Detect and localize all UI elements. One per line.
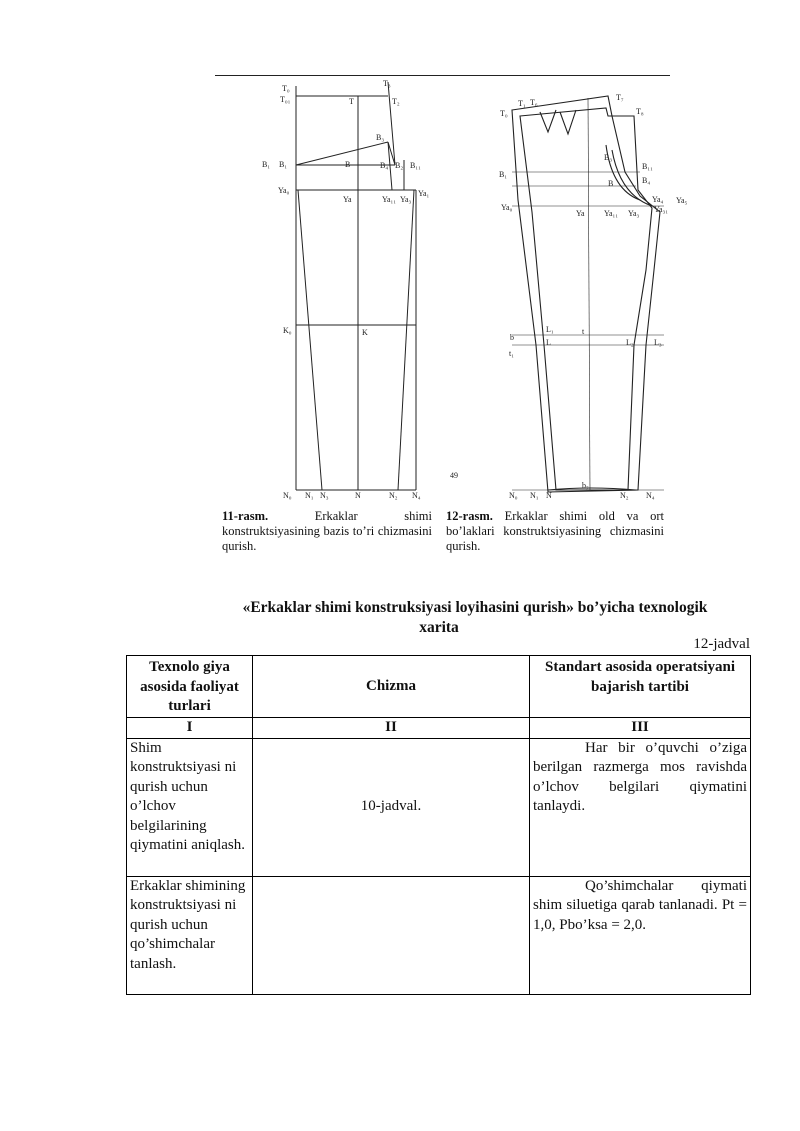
fig12-label: b₇ bbox=[582, 481, 589, 490]
fig11-label: Ya bbox=[343, 195, 352, 204]
fig11-label: N₀ bbox=[283, 491, 292, 500]
table-cell: Har bir o’quvchi o’ziga berilgan razmerga mos ravishda o’lchov belgilari qiymatini tanlaydi. bbox=[530, 738, 751, 876]
fig11-label: B₁ bbox=[279, 160, 288, 169]
fig12-label: Ya₁₁ bbox=[604, 209, 619, 218]
page-heading bbox=[150, 598, 800, 617]
fig11-label: N₁ bbox=[305, 491, 314, 500]
table-cell bbox=[253, 876, 530, 994]
fig11-label: B₁ bbox=[262, 160, 271, 169]
figure-11-drawing bbox=[262, 78, 440, 508]
fig11-label: T₃ bbox=[383, 79, 391, 88]
table-row bbox=[127, 876, 751, 994]
fig11-label: Ya₁ bbox=[418, 189, 430, 198]
fig12-label: L₂ bbox=[626, 338, 634, 347]
heading-line-1: «Erkaklar shimi konstruksiyasi loyihasini qurish» bo’yicha texnologik bbox=[242, 599, 708, 616]
fig12-label: t bbox=[582, 327, 585, 336]
table-cell: 10-jadval. bbox=[253, 738, 530, 876]
fig12-label: Ya₄ bbox=[652, 195, 664, 204]
fig12-label: T₈ bbox=[636, 107, 644, 116]
table-number: 12-jadval bbox=[693, 636, 750, 652]
fig12-label: Ya₅ bbox=[676, 196, 688, 205]
fig12-label: N₀ bbox=[509, 491, 518, 500]
fig12-label: B₃ bbox=[604, 153, 613, 162]
fig11-label: K bbox=[362, 328, 368, 337]
fig11-label: N₄ bbox=[412, 491, 421, 500]
fig12-label: N₂ bbox=[620, 491, 629, 500]
fig12-label: t₁ bbox=[509, 349, 515, 358]
fig12-label: B₁₁ bbox=[642, 162, 653, 171]
fig11-label: N bbox=[355, 491, 361, 500]
fig11-label: T bbox=[349, 97, 354, 106]
fig12-label: L bbox=[546, 338, 551, 347]
fig11-label: Ya₃ bbox=[400, 195, 412, 204]
figure-11-caption bbox=[222, 509, 432, 554]
header-cell: Standart asosida operatsiyani bajarish tartibi bbox=[530, 656, 751, 718]
fig11-label: N₃ bbox=[320, 491, 329, 500]
fig12-label: T₆ bbox=[530, 98, 538, 107]
fig11-label: B₄ bbox=[380, 161, 389, 170]
table-row bbox=[127, 738, 751, 876]
fig11-label: K₀ bbox=[283, 326, 292, 335]
fig12-label: b bbox=[510, 333, 514, 342]
roman-cell: II bbox=[253, 718, 530, 739]
roman-cell: I bbox=[127, 718, 253, 739]
figure-12-drawing bbox=[450, 84, 688, 508]
header-cell: Texnolo giya asosida faoliyat turlari bbox=[127, 656, 253, 718]
table-cell: Shim konstruktsiyasi ni qurish uchun o’lchov belgilarining qiymatini aniqlash. bbox=[127, 738, 253, 876]
fig11-label: Ya₀ bbox=[278, 186, 290, 195]
fig11-label: B₃ bbox=[376, 133, 385, 142]
fig11-label: T₀ bbox=[282, 84, 290, 93]
fig11-label: N₂ bbox=[389, 491, 398, 500]
table-header-row bbox=[127, 656, 751, 718]
fig12-label: N₄ bbox=[646, 491, 655, 500]
fig12-label: B₄ bbox=[642, 176, 651, 185]
table-roman-row bbox=[127, 718, 751, 739]
fig12-label: B bbox=[608, 179, 614, 188]
fig11-label: B bbox=[345, 160, 351, 169]
fig11-label: T₀₁ bbox=[280, 95, 291, 104]
top-rule bbox=[215, 75, 670, 76]
roman-cell: III bbox=[530, 718, 751, 739]
fig12-label: T₁ bbox=[518, 99, 526, 108]
fig11-label: B₂ bbox=[395, 161, 404, 170]
heading-line-2: xarita bbox=[419, 619, 459, 636]
table-cell: Erkaklar shimining konstruktsiyasi ni qurish uchun qo’shimchalar tanlash. bbox=[127, 876, 253, 994]
fig12-label: T₇ bbox=[616, 93, 624, 102]
header-cell: Chizma bbox=[253, 656, 530, 718]
fig11-label: B₁₁ bbox=[410, 161, 421, 170]
fig12-label: L₁ bbox=[546, 325, 554, 334]
fig12-label: Ya bbox=[576, 209, 585, 218]
fig12-label: Ya₀ bbox=[501, 203, 513, 212]
page-heading-2 bbox=[128, 618, 750, 637]
fig12-label: 49 bbox=[450, 471, 458, 480]
figure-11-caption-text: Erkaklar shimi konstruktsiyasining bazis to’ri chizmasini qurish. bbox=[222, 509, 432, 553]
fig12-label: Ya₃ bbox=[628, 209, 640, 218]
fig11-label: Ya₁₁ bbox=[382, 195, 397, 204]
figure-12-number: 12-rasm. bbox=[446, 509, 493, 523]
figure-11-number: 11-rasm. bbox=[222, 509, 269, 523]
fig12-label: L₃ bbox=[654, 338, 662, 347]
fig12-label: N₁ bbox=[530, 491, 539, 500]
fig12-label: Ya₃₁ bbox=[654, 205, 669, 214]
fig11-label: T₂ bbox=[392, 97, 400, 106]
fig12-label: B₁ bbox=[499, 170, 508, 179]
figure-12-caption-text: Erkaklar shimi old va ort bo’laklari konstruktsiyasining chizmasini qurish. bbox=[446, 509, 664, 553]
table-cell: Qo’shimchalar qiymati shim siluetiga qarab tanlanadi. Pt = 1,0, Pbo’ksa = 2,0. bbox=[530, 876, 751, 994]
fig12-label: T₀ bbox=[500, 109, 508, 118]
figure-12-caption bbox=[446, 509, 664, 554]
technology-map-table bbox=[126, 655, 751, 995]
fig12-label: N bbox=[546, 491, 552, 500]
